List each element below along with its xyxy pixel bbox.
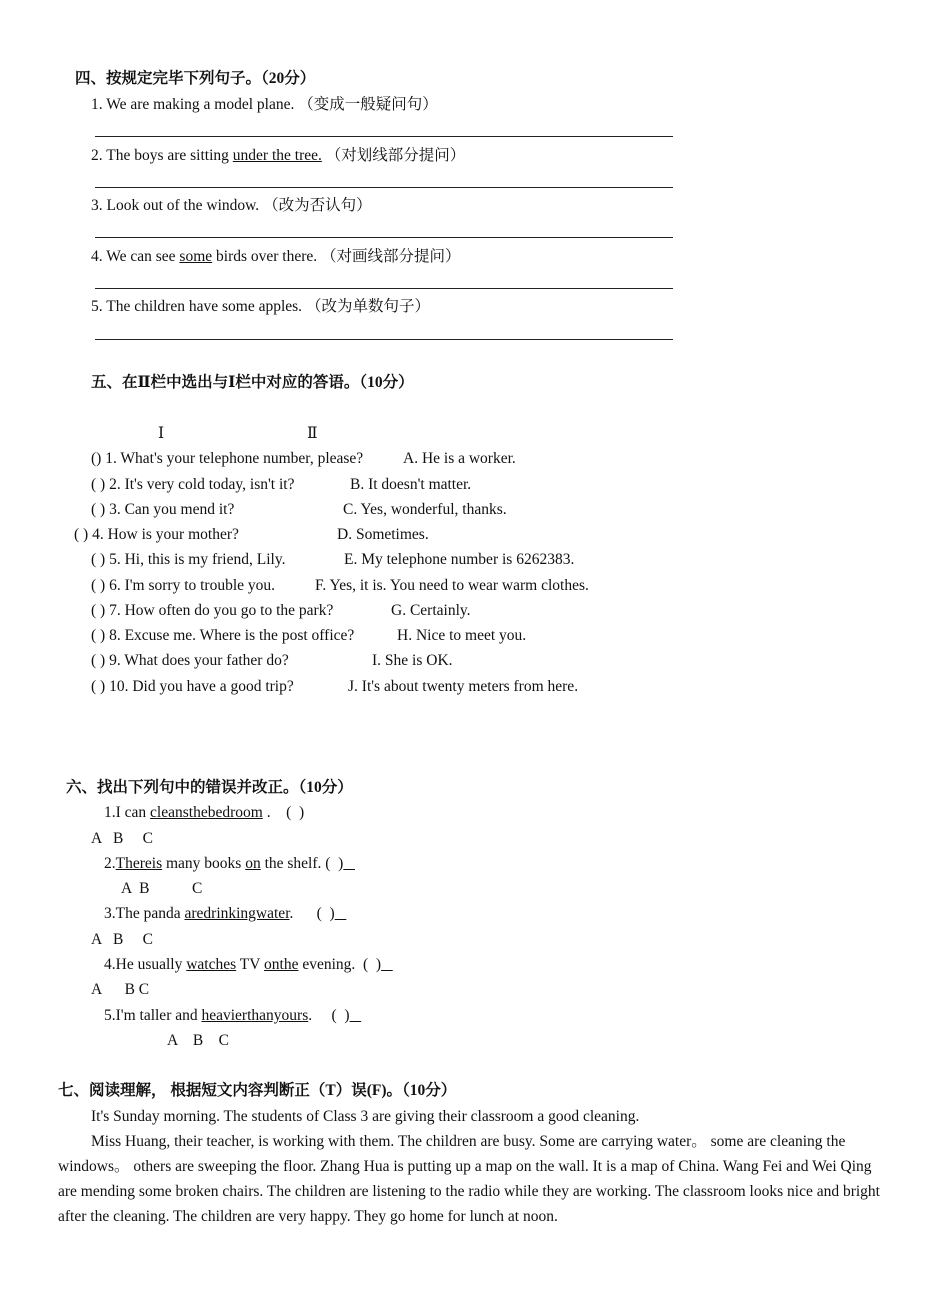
error-item-5: 5.I'm taller and heavierthanyours. ( ) [104, 1006, 361, 1026]
match-question: ( ) 8. Excuse me. Where is the post office? [91, 627, 355, 644]
section-5-title: 五、在Ⅱ栏中选出与Ⅰ栏中对应的答语。（10分） [91, 374, 414, 391]
match-answer: A. He is a worker. [403, 450, 516, 467]
error-item-1: 1.I can cleansthebedroom . ( ) [104, 804, 305, 821]
match-question: ( ) 10. Did you have a good trip? [91, 678, 294, 695]
passage-paragraph-1: It's Sunday morning. The students of Class 3 are giving their classroom a good cleaning. [91, 1108, 640, 1125]
s4-item-2: 2. The boys are sitting under the tree. （对划线部分提问） [91, 147, 466, 164]
match-answer: J. It's about twenty meters from here. [348, 678, 579, 695]
match-question: ( ) 6. I'm sorry to trouble you. [91, 577, 276, 594]
column-2-header: Ⅱ [307, 425, 318, 442]
passage-paragraph-2: Miss Huang, their teacher, is working with them. The children are busy. Some are carrying water。 some are cleaning the windows。 others are sweeping the floor. Zhang Hua is putting up a map on the wall. It is a map of China. Wang Fei and Wei Qing are mending some broken chairs. The children are listening to the radio while they are working. The classroom looks nice and bright after the cleaning. The children are very happy. They go home for lunch at noon. [58, 1133, 880, 1225]
match-question: ( ) 3. Can you mend it? [91, 501, 235, 518]
error-item-3-letters: A B C [91, 931, 154, 948]
answer-line-4[interactable] [95, 288, 673, 289]
match-answer: I. She is OK. [372, 652, 453, 669]
correction-blank[interactable] [381, 956, 393, 973]
error-item-4-letters: A B C [91, 981, 150, 998]
column-1-header: Ⅰ [158, 425, 165, 442]
correction-blank[interactable] [335, 905, 347, 922]
answer-line-2[interactable] [95, 187, 673, 188]
error-item-3: 3.The panda aredrinkingwater. ( ) [104, 904, 346, 924]
match-answer: H. Nice to meet you. [397, 627, 527, 644]
answer-line-5[interactable] [95, 339, 673, 340]
error-item-5-letters: A B C [167, 1032, 230, 1049]
match-answer: D. Sometimes. [337, 526, 429, 543]
match-answer: E. My telephone number is 6262383. [344, 551, 575, 568]
answer-line-1[interactable] [95, 136, 673, 137]
match-question: () 1. What's your telephone number, please? [91, 450, 364, 467]
match-answer: G. Certainly. [391, 602, 471, 619]
s4-item-3: 3. Look out of the window. （改为否认句） [91, 197, 372, 214]
error-item-1-letters: A B C [91, 830, 154, 847]
error-item-2-letters: A B C [121, 880, 203, 897]
match-answer: B. It doesn't matter. [350, 476, 472, 493]
section-7-title: 七、阅读理解， 根据短文内容判断正（T）误(F)。（10分） [58, 1082, 457, 1099]
match-answer: F. Yes, it is. You need to wear warm clothes. [315, 577, 589, 594]
s4-item-5: 5. The children have some apples. （改为单数句子） [91, 298, 430, 315]
match-answer: C. Yes, wonderful, thanks. [343, 501, 507, 518]
match-question: ( ) 9. What does your father do? [91, 652, 289, 669]
s4-item-4: 4. We can see some birds over there. （对画线部分提问） [91, 248, 461, 265]
match-question: ( ) 4. How is your mother? [74, 526, 239, 543]
error-item-2: 2.Thereis many books on the shelf. ( ) [104, 854, 355, 874]
error-item-4: 4.He usually watches TV onthe evening. ( ) [104, 955, 393, 975]
section-6-title: 六、找出下列句中的错误并改正。（10分） [66, 779, 353, 796]
match-question: ( ) 5. Hi, this is my friend, Lily. [91, 551, 286, 568]
section-4-title: 四、按规定完毕下列句子。（20分） [75, 70, 316, 87]
correction-blank[interactable] [343, 855, 355, 872]
correction-blank[interactable] [350, 1007, 362, 1024]
answer-line-3[interactable] [95, 237, 673, 238]
match-question: ( ) 2. It's very cold today, isn't it? [91, 476, 295, 493]
s4-item-1: 1. We are making a model plane. （变成一般疑问句） [91, 96, 438, 113]
match-question: ( ) 7. How often do you go to the park? [91, 602, 334, 619]
